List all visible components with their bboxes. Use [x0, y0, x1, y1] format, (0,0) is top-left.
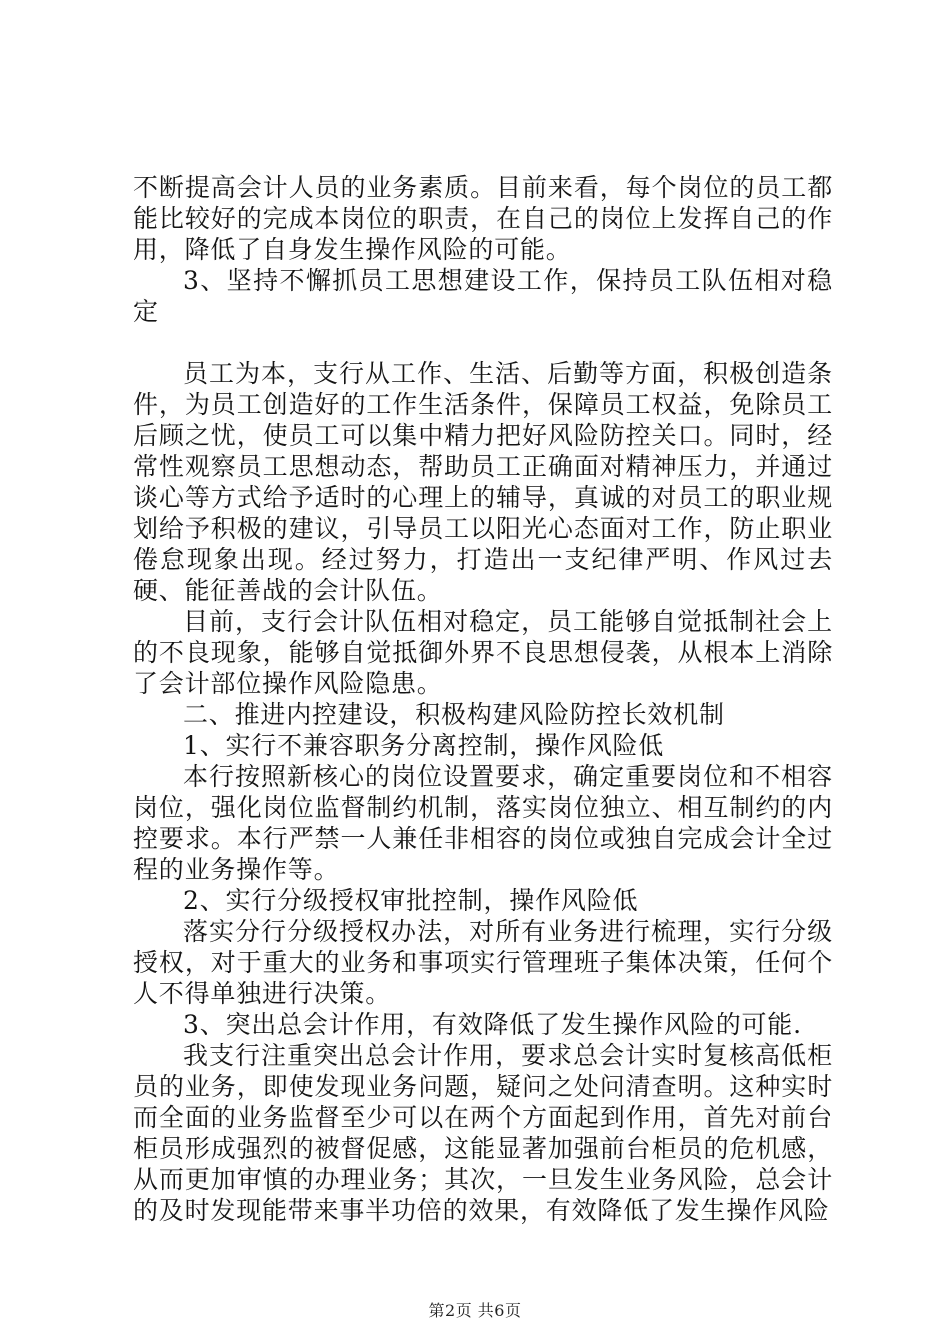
- heading-2-authorization: 2、实行分级授权审批控制，操作风险低: [183, 886, 639, 915]
- page-footer: 第2页 共6页: [428, 1301, 522, 1320]
- paragraph-separation: 本行按照新核心的岗位设置要求，确定重要岗位和不相容岗位，强化岗位监督制约机制，落实岗位独立、相互制约的内控要求。本行严禁一人兼任非相容的岗位或独自完成会计全过程的业务操作等。: [133, 762, 833, 884]
- heading-3-chief-accountant: 3、突出总会计作用，有效降低了发生操作风险的可能.: [183, 1010, 802, 1039]
- paragraph-staff-care: 员工为本，支行从工作、生活、后勤等方面，积极创造条件，为员工创造好的工作生活条件，保障员工权益，免除员工后顾之忧，使员工可以集中精力把好风险防控关口。同时，经常性观察员工思想动态，帮助员工正确面对精神压力，并通过谈心等方式给予适时的心理上的辅导，真诚的对员工的职业规划给予积极的建议，引导员工以阳光心态面对工作，防止职业倦怠现象出现。经过努力，打造出一支纪律严明、作风过去硬、能征善战的会计队伍。: [133, 359, 833, 605]
- heading-3-staff-stability: 3、坚持不懈抓员工思想建设工作，保持员工队伍相对稳定: [133, 266, 833, 326]
- heading-1-separation: 1、实行不兼容职务分离控制，操作风险低: [183, 731, 665, 760]
- paragraph-chief-accountant: 我支行注重突出总会计作用，要求总会计实时复核高低柜员的业务，即使发现业务问题，疑问之处问清查明。这种实时而全面的业务监督至少可以在两个方面起到作用，首先对前台柜员形成强烈的被督促感，这能显著加强前台柜员的危机感，从而更加审慎的办理业务；其次，一旦发生业务风险，总会计的及时发现能带来事半功倍的效果，有效降低了发生操作风险: [133, 1041, 833, 1225]
- document-body: [133, 172, 833, 1226]
- paragraph-continuation: 不断提高会计人员的业务素质。目前来看，每个岗位的员工都能比较好的完成本岗位的职责，在自己的岗位上发挥自己的作用，降低了自身发生操作风险的可能。: [133, 173, 833, 264]
- paragraph-team-stable: 目前，支行会计队伍相对稳定，员工能够自觉抵制社会上的不良现象，能够自觉抵御外界不良思想侵袭，从根本上消除了会计部位操作风险隐患。: [133, 607, 833, 698]
- heading-section-two: 二、推进内控建设，积极构建风险防控长效机制: [183, 700, 725, 729]
- blank-line: [133, 327, 833, 358]
- paragraph-authorization: 落实分行分级授权办法，对所有业务进行梳理，实行分级授权，对于重大的业务和事项实行管理班子集体决策，任何个人不得单独进行决策。: [133, 917, 833, 1008]
